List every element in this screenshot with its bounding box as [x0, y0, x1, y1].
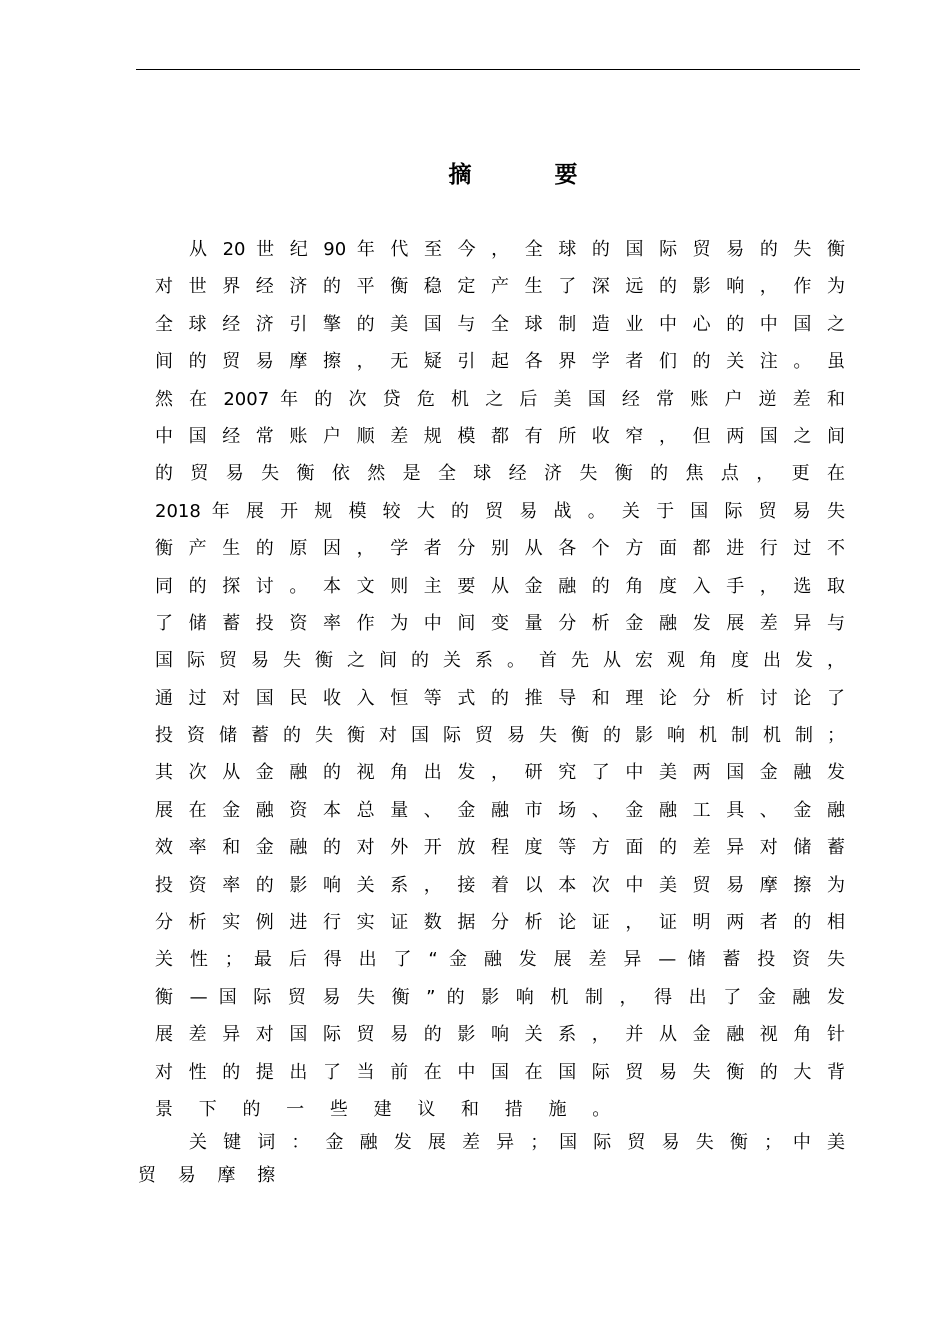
abstract-line: 通 过 对 国 民 收 入 恒 等 式 的 推 导 和 理 论 分 析 讨 论 了 — [155, 687, 845, 709]
abstract-line: 2018 年 展 开 规 模 较 大 的 贸 易 战 。 关 于 国 际 贸 易 失 — [155, 500, 845, 522]
abstract-line: 效 率 和 金 融 的 对 外 开 放 程 度 等 方 面 的 差 异 对 储 蓄 — [155, 837, 845, 859]
keywords-block — [138, 1126, 845, 1192]
abstract-line: 投 资 储 蓄 的 失 衡 对 国 际 贸 易 失 衡 的 影 响 机 制 机 制 ； — [155, 725, 845, 747]
abstract-line: 展 差 异 对 国 际 贸 易 的 影 响 关 系 ， 并 从 金 融 视 角 针 — [155, 1024, 845, 1046]
abstract-line: 国 际 贸 易 失 衡 之 间 的 关 系 。 首 先 从 宏 观 角 度 出 发 ， — [155, 650, 845, 672]
abstract-line: 中 国 经 常 账 户 顺 差 规 模 都 有 所 收 窄 ， 但 两 国 之 间 — [155, 425, 845, 447]
page-title: 摘 要 — [448, 162, 608, 188]
abstract-line: 同 的 探 讨 。 本 文 则 主 要 从 金 融 的 角 度 入 手 ， 选 取 — [155, 575, 845, 597]
abstract-line: 其 次 从 金 融 的 视 角 出 发 ， 研 究 了 中 美 两 国 金 融 发 — [155, 762, 845, 784]
keywords-line: 关 键 词 ： 金 融 发 展 差 异 ； 国 际 贸 易 失 衡 ； 中 美 — [189, 1132, 845, 1153]
abstract-line: 从 20 世 纪 90 年 代 至 今 ， 全 球 的 国 际 贸 易 的 失 衡 — [189, 239, 845, 260]
abstract-line: 间 的 贸 易 摩 擦 ， 无 疑 引 起 各 界 学 者 们 的 关 注 。 虽 — [155, 351, 845, 373]
abstract-line: 对 性 的 提 出 了 当 前 在 中 国 在 国 际 贸 易 失 衡 的 大 背 — [155, 1061, 845, 1083]
abstract-line: 对 世 界 经 济 的 平 衡 稳 定 产 生 了 深 远 的 影 响 ， 作 为 — [155, 276, 845, 298]
header-rule — [136, 69, 860, 70]
abstract-line: 衡 产 生 的 原 因 ， 学 者 分 别 从 各 个 方 面 都 进 行 过 不 — [155, 538, 845, 560]
abstract-line: 然 在 2007 年 的 次 贷 危 机 之 后 美 国 经 常 账 户 逆 差 和 — [155, 388, 845, 410]
abstract-line: 关 性 ； 最 后 得 出 了 “ 金 融 发 展 差 异 — 储 蓄 投 资 失 — [155, 949, 845, 971]
abstract-line: 景 下 的 一 些 建 议 和 措 施 。 — [155, 1098, 621, 1120]
abstract-line: 全 球 经 济 引 擎 的 美 国 与 全 球 制 造 业 中 心 的 中 国 之 — [155, 313, 845, 335]
abstract-body — [155, 231, 845, 1128]
abstract-line: 了 储 蓄 投 资 率 作 为 中 间 变 量 分 析 金 融 发 展 差 异 与 — [155, 612, 845, 634]
keywords-line-continued: 贸 易 摩 擦 — [138, 1165, 284, 1186]
abstract-line: 投 资 率 的 影 响 关 系 ， 接 着 以 本 次 中 美 贸 易 摩 擦 为 — [155, 874, 845, 896]
abstract-line: 展 在 金 融 资 本 总 量 、 金 融 市 场 、 金 融 工 具 、 金 融 — [155, 799, 845, 821]
abstract-line: 的 贸 易 失 衡 依 然 是 全 球 经 济 失 衡 的 焦 点 ， 更 在 — [155, 463, 845, 485]
abstract-line: 分 析 实 例 进 行 实 证 数 据 分 析 论 证 ， 证 明 两 者 的 相 — [155, 912, 845, 934]
abstract-line: 衡 — 国 际 贸 易 失 衡 ” 的 影 响 机 制 ， 得 出 了 金 融 发 — [155, 986, 845, 1008]
